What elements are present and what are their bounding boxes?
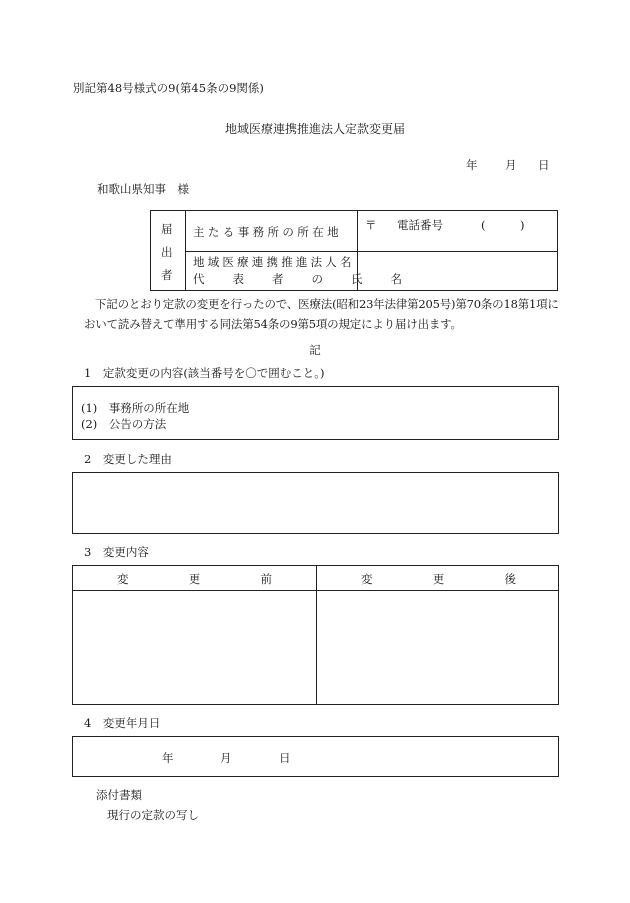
change-date-month: 月 [220,751,232,765]
section4-heading: 4 変更年月日 [84,716,161,730]
ki-heading: 記 [309,343,321,357]
representative-name-label: 代表者の氏名 [193,272,430,286]
section1-heading: 1 定款変更の内容(該当番号を〇で囲むこと。) [84,366,325,380]
date-day: 日 [538,158,550,172]
option-public-notice[interactable]: (2) 公告の方法 [81,417,167,431]
office-address-label: 主たる事務所の所在地 [193,225,342,239]
col-before-header: 変 更 前 [117,572,272,586]
addressee: 和歌山県知事 様 [97,182,189,196]
phone-parentheses: ( ) [481,218,525,232]
office-address-value[interactable] [366,233,552,247]
after-content-cell[interactable] [319,593,555,701]
phone-label: 電話番号 [397,218,443,232]
applicant-label-1: 届 [161,222,173,236]
applicant-table [150,210,558,291]
corp-name-value[interactable] [366,257,552,285]
option-office-address[interactable]: (1) 事務所の所在地 [81,401,190,415]
before-content-cell[interactable] [75,593,313,701]
attachments-label: 添付書類 [96,788,142,802]
change-date-box[interactable] [72,736,559,777]
attachment-item: 現行の定款の写し [107,808,199,822]
col-after-header: 変 更 後 [361,572,516,586]
change-reason-box[interactable] [72,472,559,534]
applicant-label-2: 出 [161,245,173,259]
page-title: 地域医療連携推進法人定款変更届 [224,122,405,136]
applicant-label-3: 者 [161,268,173,282]
change-date-year: 年 [162,751,174,765]
change-date-day: 日 [279,751,291,765]
change-content-table [72,565,559,705]
form-number: 別記第48号様式の9(第45条の9関係) [73,81,264,95]
section2-heading: 2 変更した理由 [84,452,172,466]
corp-name-label: 地域医療連携推進法人名 [193,255,355,269]
date-month: 月 [505,158,517,172]
postal-mark: 〒 [365,218,377,232]
date-year: 年 [466,158,478,172]
section3-heading: 3 変更内容 [84,545,149,559]
body-text-line2: おいて読み替えて準用する同法第54条の9第5項の規定により届け出ます。 [84,317,462,331]
body-text-line1: 下記のとおり定款の変更を行ったので、医療法(昭和23年法律第205号)第70条の18第1項に [95,297,559,311]
section1-box [72,386,559,440]
